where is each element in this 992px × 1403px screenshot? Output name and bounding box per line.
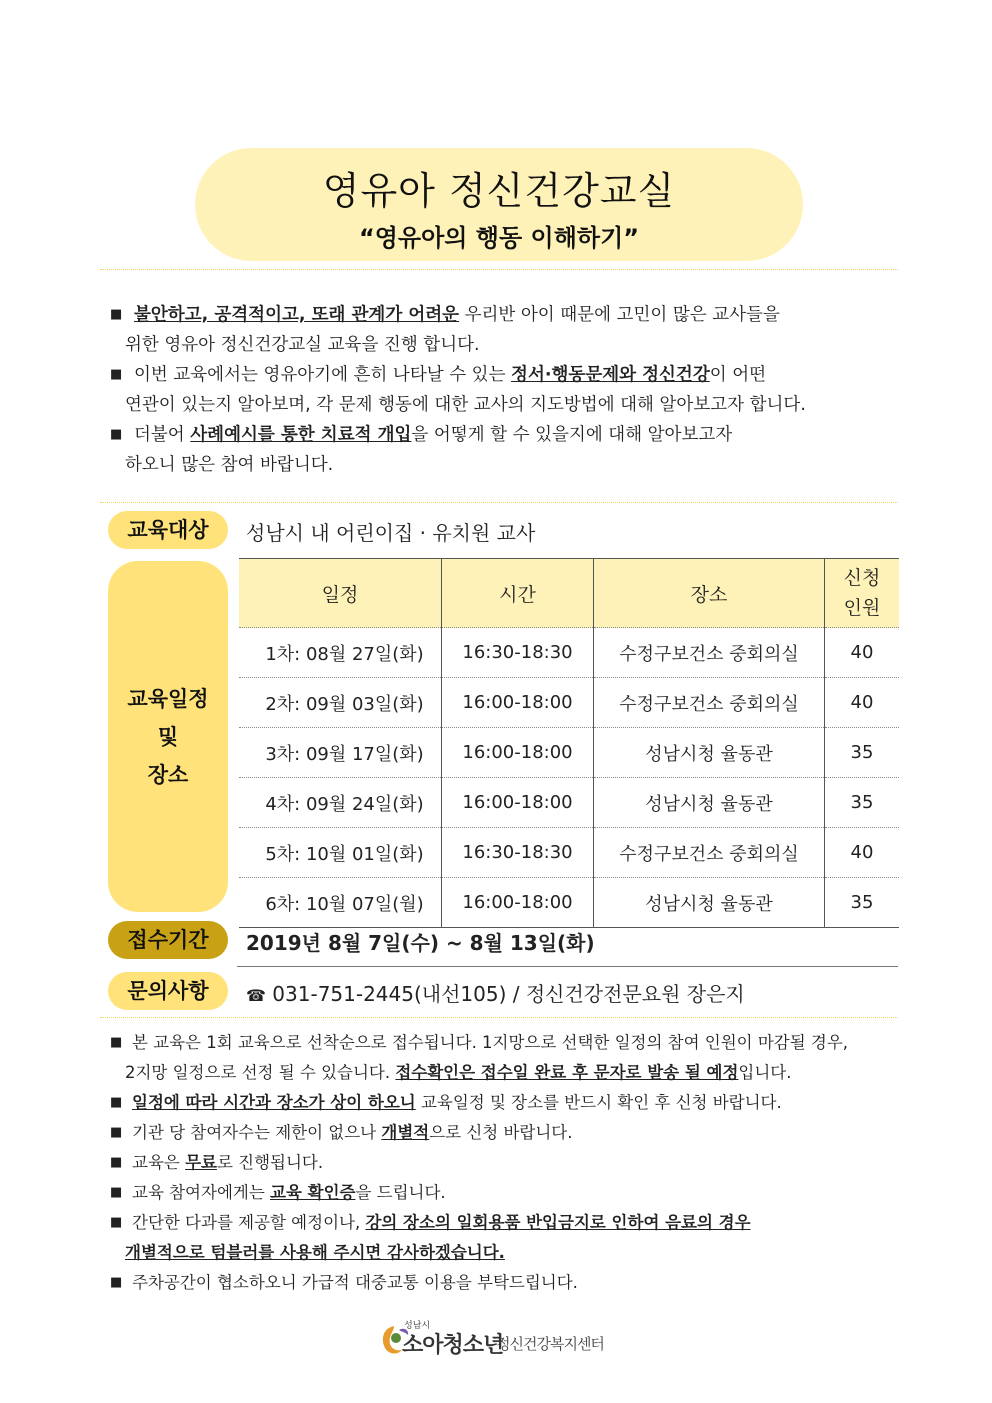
- emphasized-text: 접수확인은 접수일 완료 후 문자로 발송 될 예정: [395, 1063, 739, 1082]
- text-span: 우리반 아이 때문에 고민이 많은 교사들을: [459, 305, 780, 325]
- emphasized-text: 사례예시를 통한 치료적 개입: [190, 425, 412, 445]
- cell-date: 6차: 10월 07일(월): [239, 878, 442, 928]
- contact-row: [246, 978, 745, 1007]
- divider: [237, 966, 898, 967]
- column-header-capacity-line2: 인원: [843, 597, 881, 619]
- bullet-square-icon: ■: [110, 427, 123, 442]
- intro-item: [110, 360, 890, 390]
- cell-time: 16:00-18:00: [442, 728, 594, 778]
- column-header-date: 일정: [239, 559, 442, 628]
- emphasized-text: 일정에 따라 시간과 장소가 상이 하오니: [132, 1093, 416, 1112]
- bullet-square-icon: ■: [110, 1215, 123, 1230]
- text-span: 기관 당 참여자수는 제한이 없으나: [132, 1123, 382, 1142]
- cell-capacity: 35: [825, 878, 900, 928]
- logo-small-text: 성남시: [404, 1321, 431, 1331]
- text-span: 로 진행됩니다.: [216, 1153, 324, 1172]
- cell-capacity: 40: [825, 628, 900, 678]
- schedule-label: [108, 561, 228, 912]
- title-banner: [195, 148, 803, 261]
- intro-item: [110, 300, 890, 330]
- intro-item: [110, 420, 890, 450]
- cell-place: 수정구보건소 중회의실: [594, 678, 825, 728]
- emphasized-text: 교육 확인증: [270, 1183, 356, 1202]
- cell-date: 4차: 09월 24일(화): [239, 778, 442, 828]
- note-item: [110, 1088, 892, 1118]
- text-span: 더불어: [134, 425, 191, 445]
- table-row: [239, 728, 899, 778]
- text-span: 을 어떻게 할 수 있을지에 대해 알아보고자: [411, 425, 733, 445]
- emphasized-text: 개별적: [381, 1123, 430, 1142]
- text-span: 2지망 일정으로 선정 될 수 있습니다.: [125, 1063, 396, 1082]
- schedule-label-line: 및: [157, 724, 179, 749]
- emphasized-text: 정서·행동문제와 정신건강: [511, 365, 710, 385]
- note-item: [110, 1268, 892, 1298]
- text-span: 교육 참여자에게는: [132, 1183, 271, 1202]
- contact-label: 문의사항: [108, 972, 228, 1010]
- text-span: 교육은: [132, 1153, 186, 1172]
- target-label: 교육대상: [108, 511, 228, 549]
- note-item-continuation: [110, 1058, 892, 1088]
- note-item: [110, 1028, 892, 1058]
- text-span: 본 교육은 1회 교육으로 선착순으로 접수됩니다. 1지망으로 선택한 일정의 참여 인원이 마감될 경우,: [132, 1033, 849, 1052]
- column-header-capacity-line1: 신청: [843, 567, 881, 589]
- note-item: [110, 1208, 892, 1238]
- intro-bullets: [110, 300, 890, 480]
- notes-list: [110, 1028, 892, 1298]
- note-item: [110, 1148, 892, 1178]
- schedule-table: [239, 558, 899, 928]
- divider: [100, 1017, 898, 1018]
- table-row: [239, 628, 899, 678]
- emphasized-text: 무료: [185, 1153, 217, 1172]
- cell-capacity: 40: [825, 828, 900, 878]
- cell-place: 수정구보건소 중회의실: [594, 628, 825, 678]
- cell-date: 3차: 09월 17일(화): [239, 728, 442, 778]
- divider: [100, 269, 898, 270]
- logo-main-text: 소아청소년: [402, 1333, 504, 1358]
- column-header-time: 시간: [442, 559, 594, 628]
- center-logo: [380, 1316, 620, 1364]
- text-span: 입니다.: [738, 1063, 792, 1082]
- target-value: 성남시 내 어린이집 · 유치원 교사: [246, 521, 536, 545]
- text-span: 을 드립니다.: [355, 1183, 446, 1202]
- emphasized-text: 개별적으로 텀블러를 사용해 주시면 감사하겠습니다.: [125, 1243, 505, 1262]
- text-span: 으로 신청 바랍니다.: [429, 1123, 573, 1142]
- bullet-square-icon: ■: [110, 1095, 123, 1110]
- cell-capacity: 40: [825, 678, 900, 728]
- note-item: [110, 1118, 892, 1148]
- bullet-square-icon: ■: [110, 1185, 123, 1200]
- text-span: 이번 교육에서는 영유아기에 흔히 나타날 수 있는: [134, 365, 512, 385]
- cell-place: 성남시청 율동관: [594, 878, 825, 928]
- bullet-square-icon: ■: [110, 367, 123, 382]
- table-row: [239, 778, 899, 828]
- table-row: [239, 878, 899, 928]
- bullet-square-icon: ■: [110, 1155, 123, 1170]
- cell-capacity: 35: [825, 778, 900, 828]
- cell-time: 16:30-18:30: [442, 628, 594, 678]
- cell-capacity: 35: [825, 728, 900, 778]
- table-header-row: [239, 559, 899, 628]
- bullet-square-icon: ■: [110, 1035, 123, 1050]
- cell-place: 성남시청 율동관: [594, 728, 825, 778]
- cell-time: 16:00-18:00: [442, 678, 594, 728]
- text-span: 주차공간이 협소하오니 가급적 대중교통 이용을 부탁드립니다.: [132, 1273, 578, 1292]
- emphasized-text: 불안하고, 공격적이고, 또래 관계가 어려운: [134, 305, 460, 325]
- cell-date: 2차: 09월 03일(화): [239, 678, 442, 728]
- schedule-label-line: 교육일정: [127, 686, 209, 711]
- table-row: [239, 828, 899, 878]
- bullet-square-icon: ■: [110, 307, 123, 322]
- bullet-square-icon: ■: [110, 1275, 123, 1290]
- bullet-square-icon: ■: [110, 1125, 123, 1140]
- emphasized-text: 강의 장소의 일회용품 반입금지로 인하여 음료의 경우: [365, 1213, 751, 1232]
- cell-time: 16:30-18:30: [442, 828, 594, 878]
- cell-date: 1차: 08월 27일(화): [239, 628, 442, 678]
- note-item-continuation: [110, 1238, 892, 1268]
- divider: [100, 502, 898, 503]
- contact-value: 031-751-2445(내선105) / 정신건강전문요원 장은지: [272, 982, 745, 1006]
- phone-icon: ☎: [246, 986, 266, 1005]
- note-item: [110, 1178, 892, 1208]
- logo-suffix-text: 정신건강복지센터: [496, 1335, 604, 1353]
- text-span: 이 어떤: [709, 365, 767, 385]
- period-label: 접수기간: [108, 921, 228, 959]
- cell-place: 성남시청 율동관: [594, 778, 825, 828]
- page-title: 영유아 정신건강교실: [322, 169, 676, 213]
- schedule-label-line: 장소: [147, 762, 189, 787]
- cell-time: 16:00-18:00: [442, 878, 594, 928]
- intro-item-continuation: 위한 영유아 정신건강교실 교육을 진행 합니다.: [125, 335, 480, 355]
- column-header-place: 장소: [594, 559, 825, 628]
- cell-place: 수정구보건소 중회의실: [594, 828, 825, 878]
- column-header-capacity: [825, 559, 900, 628]
- text-span: 간단한 다과를 제공할 예정이나,: [132, 1213, 366, 1232]
- period-value: 2019년 8월 7일(수) ~ 8월 13일(화): [246, 931, 595, 955]
- cell-date: 5차: 10월 01일(화): [239, 828, 442, 878]
- text-span: 교육일정 및 장소를 반드시 확인 후 신청 바랍니다.: [415, 1093, 782, 1112]
- page-subtitle: “영유아의 행동 이해하기”: [358, 224, 640, 252]
- cell-time: 16:00-18:00: [442, 778, 594, 828]
- intro-item-continuation: 하오니 많은 참여 바랍니다.: [125, 455, 334, 475]
- table-row: [239, 678, 899, 728]
- intro-item-continuation: 연관이 있는지 알아보며, 각 문제 행동에 대한 교사의 지도방법에 대해 알아보고자 합니다.: [125, 395, 806, 415]
